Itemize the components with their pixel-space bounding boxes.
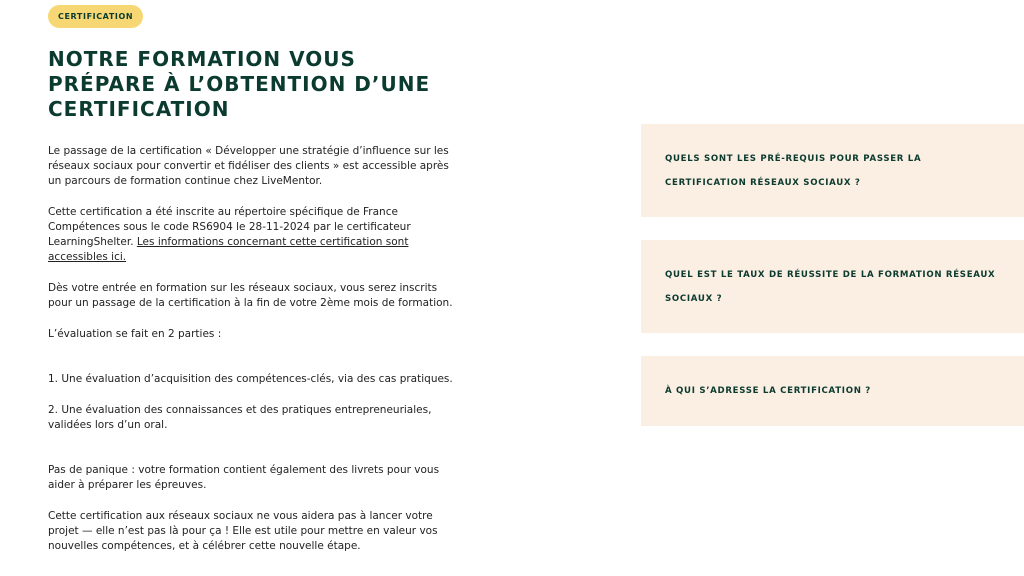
paragraph-preparation: Pas de panique : votre formation contient également des livrets pour vous aider à préparer les épreuves. [48,464,440,491]
faq-question: QUEL EST LE TAUX DE RÉUSSITE DE LA FORMATION RÉSEAUX SOCIAUX ? [665,269,996,304]
faq-item-success-rate[interactable] [641,240,1024,333]
faq-item-prerequisites[interactable] [641,124,1024,217]
section-title: NOTRE FORMATION VOUS PRÉPARE À L’OBTENTION D’UNE CERTIFICATION [48,47,431,121]
paragraph-evaluation-part-2: 2. Une évaluation des connaissances et des pratiques entrepreneuriales, validées lors d’un oral. [48,404,432,431]
registration-text: Cette certification a été inscrite au répertoire spécifique de France Compétences sous le code RS6904 le 28-11-2024 par le certificateur LearningShelter. [48,206,411,248]
faq-question: QUELS SONT LES PRÉ-REQUIS POUR PASSER LA CERTIFICATION RÉSEAUX SOCIAUX ? [665,153,922,188]
faq-question: À QUI S’ADRESSE LA CERTIFICATION ? [665,386,871,396]
certification-info-link[interactable]: Les informations concernant cette certification sont accessibles ici. [48,236,409,263]
paragraph-intro: Le passage de la certification « Développer une stratégie d’influence sur les réseaux sociaux pour convertir et fidéliser des clients » est accessible après un parcours de formation continue chez LiveMentor. [48,145,449,187]
paragraph-evaluation-intro: L’évaluation se fait en 2 parties : [48,328,222,340]
paragraph-registration [48,205,453,265]
paragraph-evaluation-part-1: 1. Une évaluation d’acquisition des compétences-clés, via des cas pratiques. [48,373,453,385]
certification-section [48,4,468,570]
faq-item-audience[interactable] [641,356,1024,426]
certification-badge: CERTIFICATION [48,5,143,28]
paragraph-enrollment: Dès votre entrée en formation sur les réseaux sociaux, vous serez inscrits pour un passage de la certification à la fin de votre 2ème mois de formation. [48,282,453,309]
faq-list [641,124,1024,426]
paragraph-purpose: Cette certification aux réseaux sociaux ne vous aidera pas à lancer votre projet — elle n’est pas là pour ça ! Elle est utile pour mettre en valeur vos nouvelles compétences, et à célébrer cette nouvelle étape. [48,510,438,552]
section-body [48,144,453,554]
